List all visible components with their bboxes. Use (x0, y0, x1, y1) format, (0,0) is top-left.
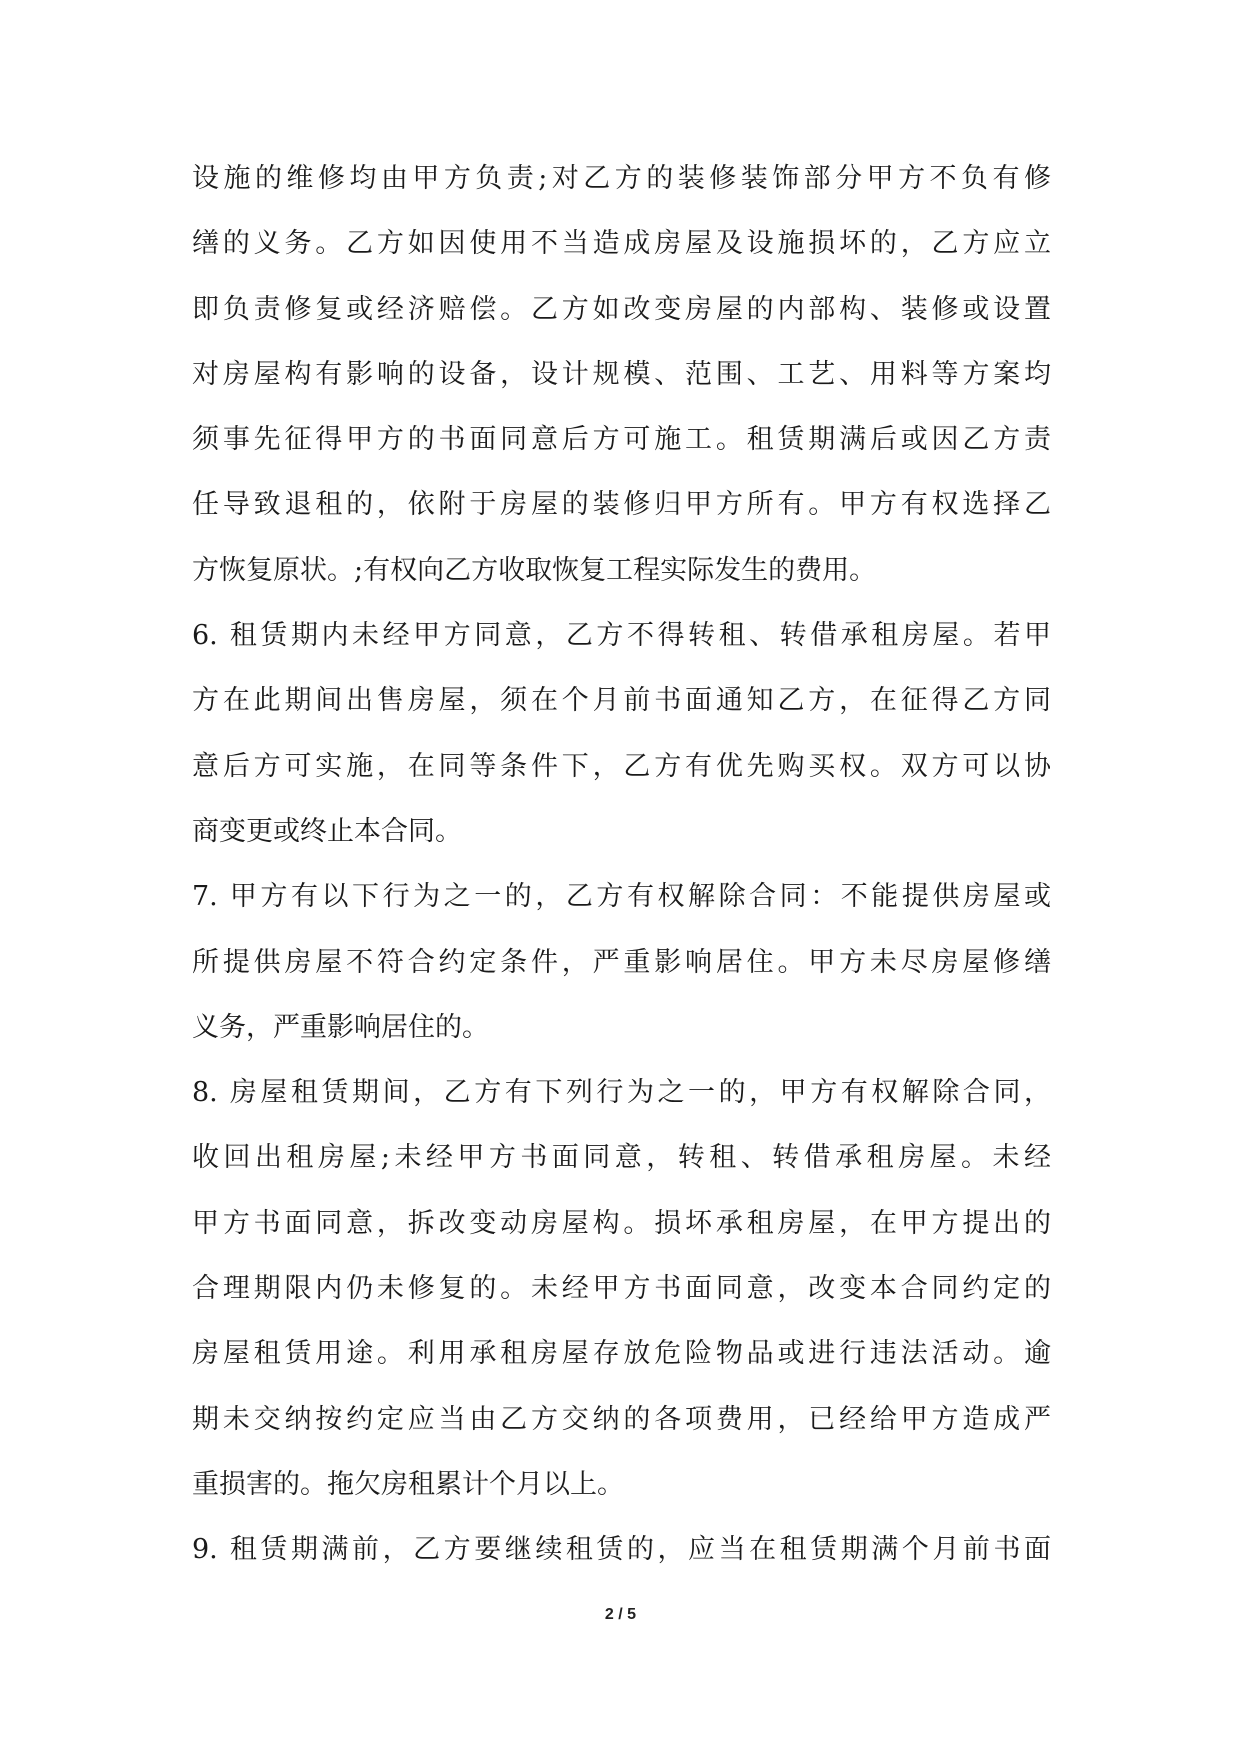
text-line: 商变更或终止本合同。 (192, 815, 462, 847)
text-line: 即负责修复或经济赔偿。乙方如改变房屋的内部构、装修或设置 (192, 293, 1051, 325)
text-line: 8. 房屋租赁期间，乙方有下列行为之一的，甲方有权解除合同， (192, 1077, 1051, 1109)
text-line: 甲方书面同意，拆改变动房屋构。损坏承租房屋，在甲方提出的 (192, 1207, 1051, 1239)
text-line: 收回出租房屋;未经甲方书面同意，转租、转借承租房屋。未经 (192, 1142, 1051, 1174)
paragraph (192, 1060, 1051, 1517)
text-line: 房屋租赁用途。利用承租房屋存放危险物品或进行违法活动。逾 (192, 1338, 1051, 1370)
text-line: 重损害的。拖欠房租累计个月以上。 (192, 1468, 624, 1500)
text-line: 设施的维修均由甲方负责;对乙方的装修装饰部分甲方不负有修 (192, 163, 1051, 194)
text-line: 所提供房屋不符合约定条件，严重影响居住。甲方未尽房屋修缮 (192, 946, 1051, 978)
paragraph (192, 146, 1051, 603)
text-line: 7. 甲方有以下行为之一的，乙方有权解除合同：不能提供房屋或 (192, 881, 1051, 913)
text-line: 合理期限内仍未修复的。未经甲方书面同意，改变本合同约定的 (192, 1273, 1051, 1305)
document-body (192, 146, 1051, 1583)
text-line: 意后方可实施，在同等条件下，乙方有优先购买权。双方可以协 (192, 750, 1051, 782)
text-line: 6. 租赁期内未经甲方同意，乙方不得转租、转借承租房屋。若甲 (192, 620, 1051, 652)
paragraph (192, 864, 1051, 1060)
page-number: 2 / 5 (604, 1606, 637, 1623)
text-line: 义务，严重影响居住的。 (192, 1011, 489, 1043)
text-line: 期未交纳按约定应当由乙方交纳的各项费用，已经给甲方造成严 (192, 1403, 1051, 1435)
paragraph (192, 1517, 1051, 1582)
text-line: 9. 租赁期满前，乙方要继续租赁的，应当在租赁期满个月前书面 (192, 1534, 1051, 1566)
text-line: 须事先征得甲方的书面同意后方可施工。租赁期满后或因乙方责 (192, 424, 1051, 456)
text-line: 对房屋构有影响的设备，设计规模、范围、工艺、用料等方案均 (192, 358, 1051, 390)
text-line: 缮的义务。乙方如因使用不当造成房屋及设施损坏的，乙方应立 (192, 228, 1051, 260)
text-line: 任导致退租的，依附于房屋的装修归甲方所有。甲方有权选择乙 (192, 489, 1051, 521)
text-line: 方在此期间出售房屋，须在个月前书面通知乙方，在征得乙方同 (192, 685, 1051, 717)
text-line: 方恢复原状。;有权向乙方收取恢复工程实际发生的费用。 (192, 554, 877, 586)
paragraph (192, 603, 1051, 864)
